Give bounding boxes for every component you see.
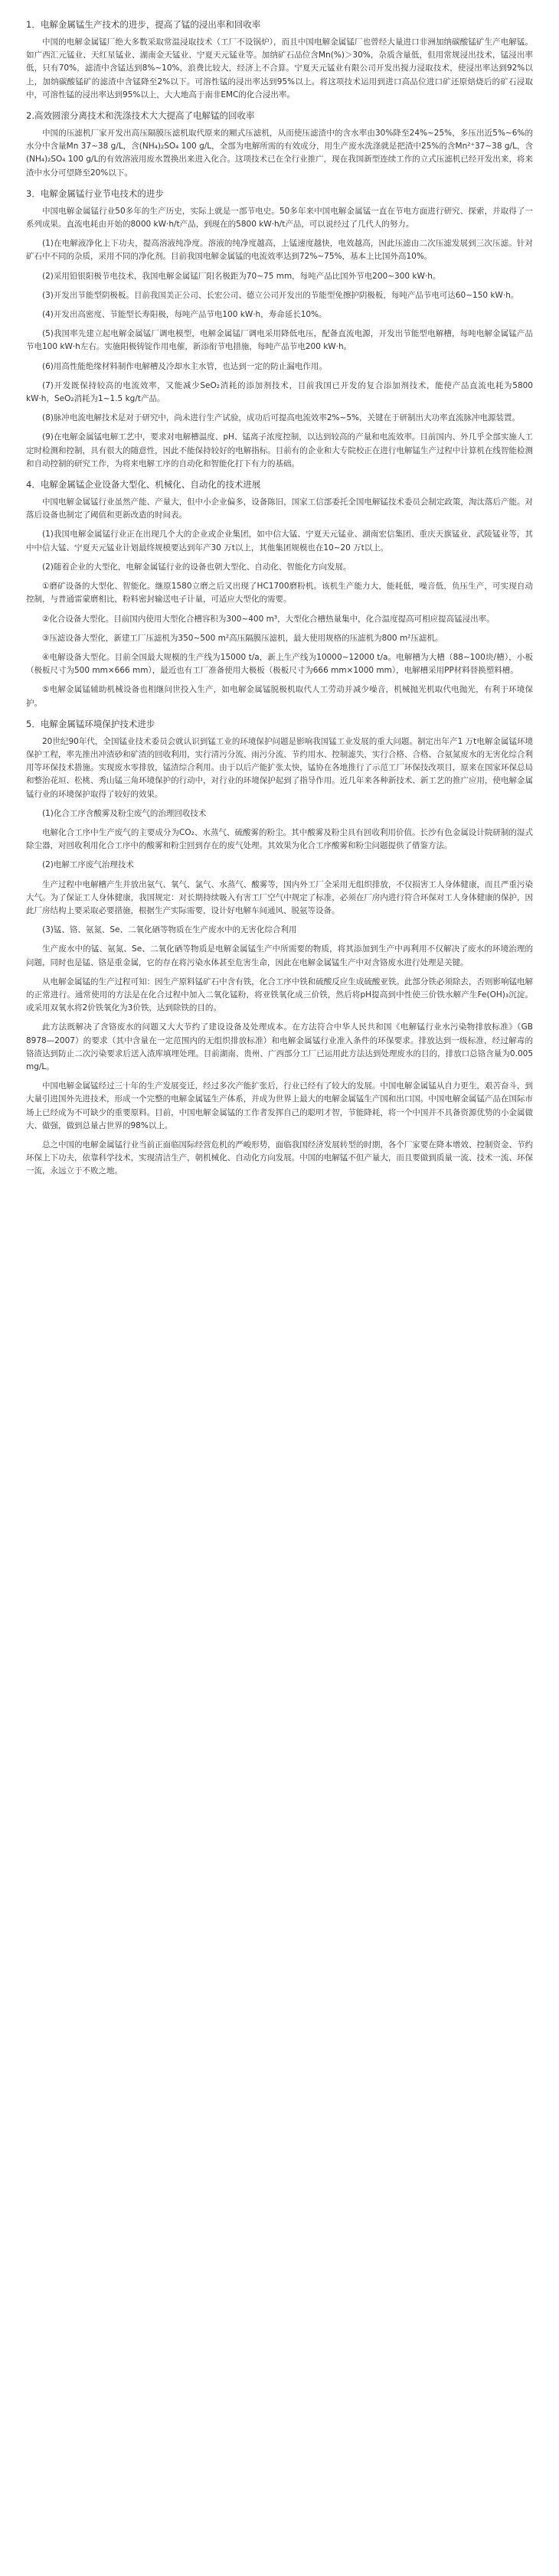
paragraph: 20世纪90年代，全国锰业技术委员会就认识到锰工业的环境保护问题是影响我国锰工业发展的重大问题。制定出年产1 万t电解金属锰环境保护工程，率先推出冲渣砂和矿渣的回收利用，实行清污分流、雨污分流、节约用水、控制滤失，实行合格、合格、合氨氮废水的无害化综合利用等环保技术措施。实现废水零排放，锰渣综合利用。由于以后产能扩张太快，锰协在各地推行了示范工厂环保技改项目，原来在国家环保总局和整治花垣、松桃、秀山锰三角环境保护的行动中，对行业的环境保护起到了指导作用。近几年来各种新技术、新工艺的推广应用，使电解金属锰行业的环境保护取得了较好的效果。: [26, 736, 533, 799]
paragraph: 中国电解金属锰经过三十年的生产发展变迁，经过多次产能扩张后，行业已经有了较大的发展。中国电解金属锰从自力更生，艰苦奋斗，到大量引进国外先进技术，形成一个完整的电解金属锰生产体系，并成为世界上最大的电解金属锰生产国和出口国。中国电解金属锰产品在国际市场上已经成为不可缺少的重要原料。目前，中国电解金属锰的工作者发挥自己的聪明才智，节能降耗，将一个中国并不具备资源优势的小金属做大、做强，做到总量占世界的98%以上。: [26, 1081, 533, 1130]
section-heading: 5．电解金属锰环境保护技术进步: [26, 718, 155, 729]
paragraph: ④电解设备大型化。目前全国最大规模的生产线为15000 t/a，新上生产线为10000~12000 t/a。电解槽为大槽（88~100块/槽），小板（极板尺寸为500 mm×666 mm），最近也有工厂准备使用大极板（极板尺寸为666 mm×1000 mm），电解槽采用PP材料替换塑料槽。: [26, 652, 533, 676]
paragraph: 此方法既解决了含铬废水的问题又大大节约了建设设备及处理成本。在方法符合中华人民共和国《电解锰行业水污染物排放标准》（GB 8978—2007）的要求（其中含量在一定范围内的无组织排放标准）和电解金属锰行业准入条件的环保要求。排放达到一级标准，经过解毒的铬渣达到防止二次污染要求后送入渣库填埋处理。目前湖南、贵州、广西部分工厂已运用此方法达到处理废水的目的，排放口总铬含量为0.005 mg/L。: [26, 1022, 533, 1071]
section-heading: 1．电解金属锰生产技术的进步，提高了锰的浸出率和回收率: [26, 19, 261, 30]
paragraph: 生产废水中的锰、氨氮、Se、二氧化硒等物质是电解金属锰生产中所需要的物质，将其添加到生产中再利用不仅解决了废水的环境治理的问题，同时也是锰、铬是重金属，它的存在将污染水体甚至危害生命，因此在电解金属锰生产中对含铬废水进行处理是关键。: [26, 944, 533, 967]
section-4: [26, 478, 533, 710]
paragraph: 中国的电解金属锰厂绝大多数采取常温浸取技术（工厂不设锅炉），而且中国电解金属锰厂也曾经大量进口非洲加纳碳酸锰矿生产电解锰。如广西汇元锰业、天红星锰业、湖南金天锰业、宁夏天元锰业等。加纳矿石品位含Mn(%)＞30%，杂质含量低，但用常规浸出技术，锰浸出率低，只有70%，滤渣中含锰达到8%~10%，浪费比较大，经济上不合算。宁夏天元锰业有限公司开发出搅力浸取技术，使浸出率达到92%以上，加纳碳酸锰矿的滤渣中含锰降至2%以下。可溶性锰的浸出率达到95%以上。将这项技术运用到进口高品位进口矿还原焙烧后的矿石浸取中，可溶性锰的浸出率达到95%以上，大大地高于南非EMC的化合浸出率。: [26, 37, 533, 99]
paragraph: ②化合设备大型化。目前国内使用大型化合槽容积为300~400 m³，大型化合槽热量集中，化合温度提高可相应提高锰浸出率。: [42, 614, 495, 624]
paragraph: ⑤电解金属锰辅助机械设备也相继问世投入生产，如电解金属锰脱极机取代人工劳动并减少噪音，机械抛光机取代电抛光，有利于环境保护。: [26, 685, 533, 708]
section-heading: 2.高效圆滚分离技术和洗涤技术大大提高了电解锰的回收率: [26, 110, 255, 122]
paragraph: 从电解金属锰的生产过程可知：因生产原料锰矿石中含有铁，化合工序中铁和硫酸反应生成硫酸亚铁。此部分铁必须除去，否则影响锰电解的正常进行。通常使用的方法是在化合过程中加入二氧化锰粉，将亚铁氧化成三价铁，然后将pH提高到中性使三价铁水解产生Fe(OH)₃沉淀。或采用双氧水将2价铁氧化为3价铁，达到除铁的目的。: [26, 977, 533, 1013]
paragraph: 中国电解金属锰行业虽然产能、产量大，但中小企业偏多，设备陈旧，国家工信部委托全国电解锰技术委员会制定政策，淘汰落后产能。对落后设备也制定了阈值和更新改造的时间表。: [26, 497, 533, 520]
paragraph: (7)开发既保持较高的电流效率，又能减少SeO₂消耗的添加剂技术，目前我国已开发的复合添加剂技术，能使产品直流电耗为5800 kW·h，SeO₂消耗为1~1.5 kg/t产品。: [26, 380, 533, 404]
section-conclusion: [26, 1080, 533, 1178]
paragraph: (3)开发出节能型阴极板。目前我国美正公司、长宏公司、德立公司开发出的节能型免擦护阴极板，每吨产品节电可达60~150 kW·h。: [42, 290, 519, 300]
paragraph: 总之中国的电解金属锰行业当前正面临国际经营危机的严峻形势，面临我国经济发展转型的时期，各个厂家要在降本增效、控制资金、节约环保上下功夫，依靠科学技术，实现清洁生产，朝机械化、自动化方向发展。中国的电解锰不但产量大，而且要做到质量一流、技术一流、环保一流，永远立于不败之地。: [26, 1140, 533, 1176]
section-2: [26, 109, 533, 180]
paragraph: 电解化合工序中生产废气的主要成分为CO₂、水蒸气、硫酸雾的粉尘。其中酸雾及粉尘具有回收利用价值。长沙有色金属设计院研制的湿式除尘器，对回收利用化合工序中的酸雾和粉尘回到存在的废气处理。其效果为化合工序酸雾和粉尘问题提供了借鉴方法。: [26, 827, 533, 851]
paragraph: ①磨矿设备的大型化、智能化。继原1580立磨之后又出现了HC1700磨粉机。该机生产能力大，能耗低，噪音低，负压生产，可实现自动控制，与普通雷蒙磨相比，粉料密封输送电子计量，可适应大型化的需要。: [26, 582, 533, 605]
section-1: [26, 18, 533, 102]
paragraph: (2)随着企业的大型化，电解金属锰行业的设备也朝大型化、自动化、智能化方向发展。: [42, 562, 351, 572]
paragraph: (5)我国率先建立起电解金属锰厂调电模型，电解金属锰厂调电采用降低电压，配备直流电源，开发出节能型电解槽，每吨电解金属锰产品节电100 kW·h左右。实施阳极铸锭作用电催，新添衔节电措施，每吨产品节电200 kW·h。: [26, 329, 533, 352]
paragraph: (1)化合工序含酸雾及粉尘废气的治理回收技术: [42, 808, 207, 818]
paragraph: (2)电解工序废气治理技术: [42, 860, 134, 870]
section-heading: 4．电解金属锰企业设备大型化、机械化、自动化的技术进展: [26, 479, 261, 491]
paragraph: 中国电解金属锰行业50多年的生产历史，实际上就是一部节电史。50多年来中国电解金属锰一直在节电方面进行研究、探索，并取得了一系列成果。直流电耗由开始的8000 kW·h/t产品，到现在的5800 kW·h/t产品，可以说经过了几代人的努力。: [26, 206, 533, 230]
paragraph: (9)在电解金属锰电解工艺中，要求对电解槽温度、pH、锰离子浓度控制，以达到较高的产量和电流效率。目前国内、外几乎全部实施人工定时检测和控制，具有很大的随意性，因此不能保持较好的电解指标。目前有的企业和大专院校正在进行电解锰生产过程中计算机在线智能检测和自动控制的研究工作，为将来电解工序的自动化和智能化打下有力的基础。: [26, 432, 533, 468]
section-heading: 3．电解金属锰行业节电技术的进步: [26, 187, 164, 199]
paragraph: 中国的压滤机厂家开发出高压隔膜压滤机取代原来的厢式压滤机，从而使压滤渣中的含水率由30%降至24%~25%，多压出近5%~6%的水分中含量Mn 37~38 g/L，含(NH₄)₂SO₄ 100 g/L，全部为电解所需的有效成分，用生产废水洗涤就是把渣中25%的含Mn²⁺37~38 g/L，含(NH₄)₂SO₄ 100 g/L的有效溶液用废水置换出来进入化合。这项技术已在全行业推广，现在我国新型连续工作的立式压滤机已经开发出来，将来渣中水分可望降至20%以下。: [26, 129, 533, 178]
paragraph: (1)在电解液净化上下功夫，提高溶液纯净度。溶液的纯净度越高，上锰速度越快，电效越高，因此压滤由二次压滤发展到三次压滤。针对矿石中不同的杂质，采用不同的净化剂。目前我国电解金属锰的电流效率达到72%~75%，基本上比国外高10%。: [26, 239, 533, 262]
paragraph: (4)开发出高密度、节能型长寿阳极，每吨产品节电100 kW·h，寿命延长10%。: [42, 310, 327, 320]
section-5: [26, 718, 533, 1074]
section-3: [26, 187, 533, 471]
paragraph: (3)锰、铬、氨氮、Se、二氧化硒等物质在生产废水中的无害化综合利用: [42, 925, 297, 935]
paragraph: (1)我国电解金属锰行业正在出现几个大的企业或企业集团，如中信大锰、宁夏天元锰业、湖南宏信集团、重庆天旗锰业、武陵锰业等，其中中信大锰、宁夏天元锰业计划最终规模要达到年产30 万t以上，其他集团规模也在10~20 万t以上。: [26, 530, 533, 553]
paragraph: ③压滤设备大型化，新建工厂压滤机为350~500 m²高压隔膜压滤机，最大使用规格的压滤机为800 m²压滤机。: [42, 633, 443, 643]
paragraph: (2)采用铅银阳极节电技术，我国电解金属锰厂阳名极距为70~75 mm，每吨产品比国外节电200~300 kW·h。: [42, 271, 441, 281]
paragraph: (6)用高性能绝缘材料制作电解槽及冷却水主水管，也达到一定的防止漏电作用。: [42, 361, 327, 371]
paragraph: (8)脉冲电流电解技术是对于研究中，尚未进行生产试验，成功后可提高电流效率2%~5%，关键在于研制出大功率直流脉冲电源装置。: [42, 413, 520, 423]
paragraph: 生产过程中电解槽产生并放出氨气、氧气、氯气、水蒸气、酸雾等，国内外工厂全采用无组织排放，不仅损害工人身体健康，而且严重污染大气。为了保证工人身体健康，我国规定：对长期持续吸入有害工厂空气中规定了标准，必须在厂房内进行符合环保对工人身体健康的保护，因此厂房结构上要采取必要措施，根据生产实际需要，设计好电解车间通风、脱氨等设备。: [26, 879, 533, 915]
